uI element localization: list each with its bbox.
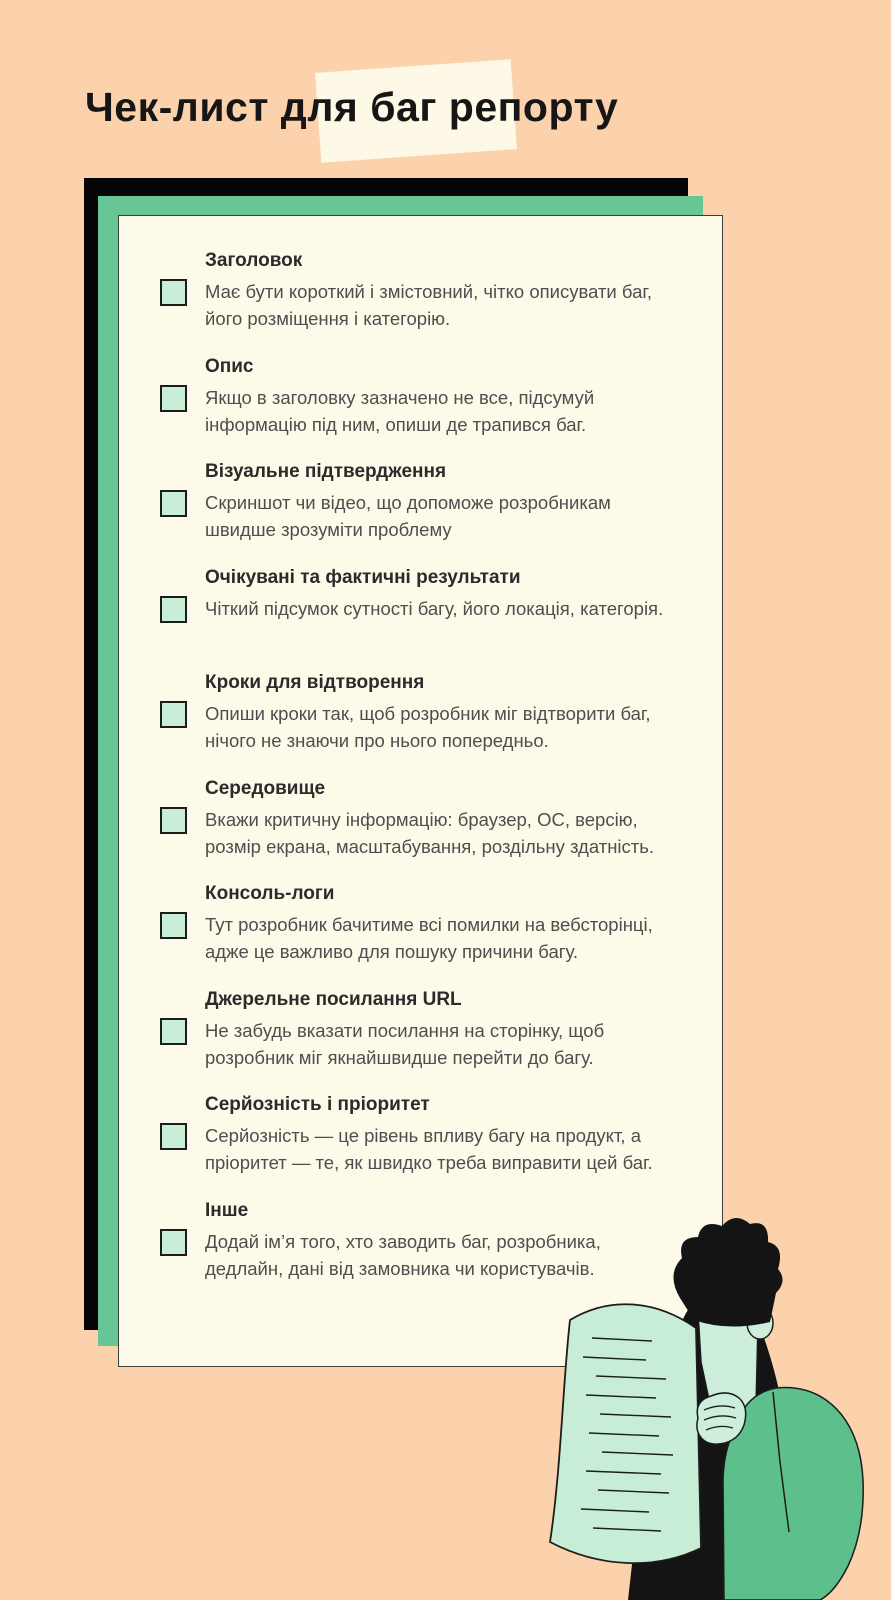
checklist-item-title: Середовище (205, 777, 326, 799)
page-title (85, 84, 618, 131)
person-reading-list-illustration (530, 1180, 891, 1600)
checklist-item-description: Серйозність — це рівень впливу багу на продукт, а пріоритет — те, як швидко треба виправити цей баг. (205, 1125, 653, 1173)
checklist-item-title: Візуальне підтвердження (205, 461, 447, 482)
checklist-item-description: Вкажи критичну інформацію: браузер, ОС, версію, розмір екрана, масштабування, роздільну здатність. (205, 808, 655, 857)
checklist-item-title: Очікувані та фактичні результати (205, 566, 521, 588)
checkbox[interactable] (160, 1123, 187, 1150)
page-title-plain: Чек-лист для (85, 84, 371, 130)
checklist-item (119, 671, 722, 777)
checklist-item (119, 988, 722, 1094)
checkbox[interactable] (160, 1229, 187, 1256)
checklist-item-text (205, 882, 677, 965)
checklist-item-description: Якщо в заголовку зазначено не все, підсумуй інформацію під ним, опиши де трапився баг. (205, 386, 595, 435)
checkbox[interactable] (160, 279, 187, 306)
checklist-item-description: Не забудь вказати посилання на сторінку, щоб розробник міг якнайшвидше перейти до багу. (205, 1019, 605, 1068)
checklist-item-text (205, 777, 677, 860)
checklist-item (119, 460, 722, 566)
checklist-item-description: Скриншот чи відео, що допоможе розробникам швидше зрозуміти проблему (205, 492, 611, 540)
checklist-item-title: Джерельне посилання URL (205, 988, 462, 1010)
checklist-item-title: Серйозність і пріоритет (205, 1094, 430, 1115)
checklist-item-title: Кроки для відтворення (205, 672, 425, 693)
checklist-item-title: Заголовок (205, 250, 303, 271)
checklist-item (119, 355, 722, 461)
checkbox[interactable] (160, 490, 187, 517)
checklist-item (119, 882, 722, 988)
checklist-item (119, 777, 722, 883)
checklist-item-title: Опис (205, 355, 254, 377)
checklist-item-text (205, 988, 677, 1071)
checklist-item-description: Має бути короткий і змістовний, чітко описувати баг, його розміщення і категорію. (205, 281, 652, 329)
checkbox[interactable] (160, 701, 187, 728)
checklist-item-description: Додай ім’я того, хто заводить баг, розробника, дедлайн, дані від замовника чи користувачів. (205, 1230, 601, 1279)
checklist-item-description: Опиши кроки так, щоб розробник міг відтворити баг, нічого не знаючи про нього попередньо. (205, 703, 651, 751)
checklist-item-text (205, 671, 677, 754)
checkbox[interactable] (160, 1018, 187, 1045)
checklist-item (119, 566, 722, 672)
checklist-item-text (205, 355, 677, 438)
checklist-paper-shape (550, 1304, 701, 1563)
checklist-item-title: Консоль-логи (205, 883, 335, 904)
checklist (119, 249, 722, 1304)
checkbox[interactable] (160, 807, 187, 834)
checklist-item-description: Чіткий підсумок сутності багу, його локація, категорія. (205, 597, 664, 619)
checklist-item-text (205, 566, 677, 622)
checklist-item-text (205, 460, 677, 543)
checkbox[interactable] (160, 385, 187, 412)
checklist-item-text (205, 1093, 677, 1176)
page-title-highlighted: баг репорту (370, 84, 619, 130)
checklist-item-title: Інше (205, 1199, 249, 1221)
checkbox[interactable] (160, 912, 187, 939)
checklist-item-description: Тут розробник бачитиме всі помилки на вебсторінці, адже це важливо для пошуку причини багу. (205, 914, 653, 962)
person-hair-shape (673, 1218, 782, 1327)
checkbox[interactable] (160, 596, 187, 623)
checklist-item-text (205, 249, 677, 332)
checklist-item (119, 249, 722, 355)
